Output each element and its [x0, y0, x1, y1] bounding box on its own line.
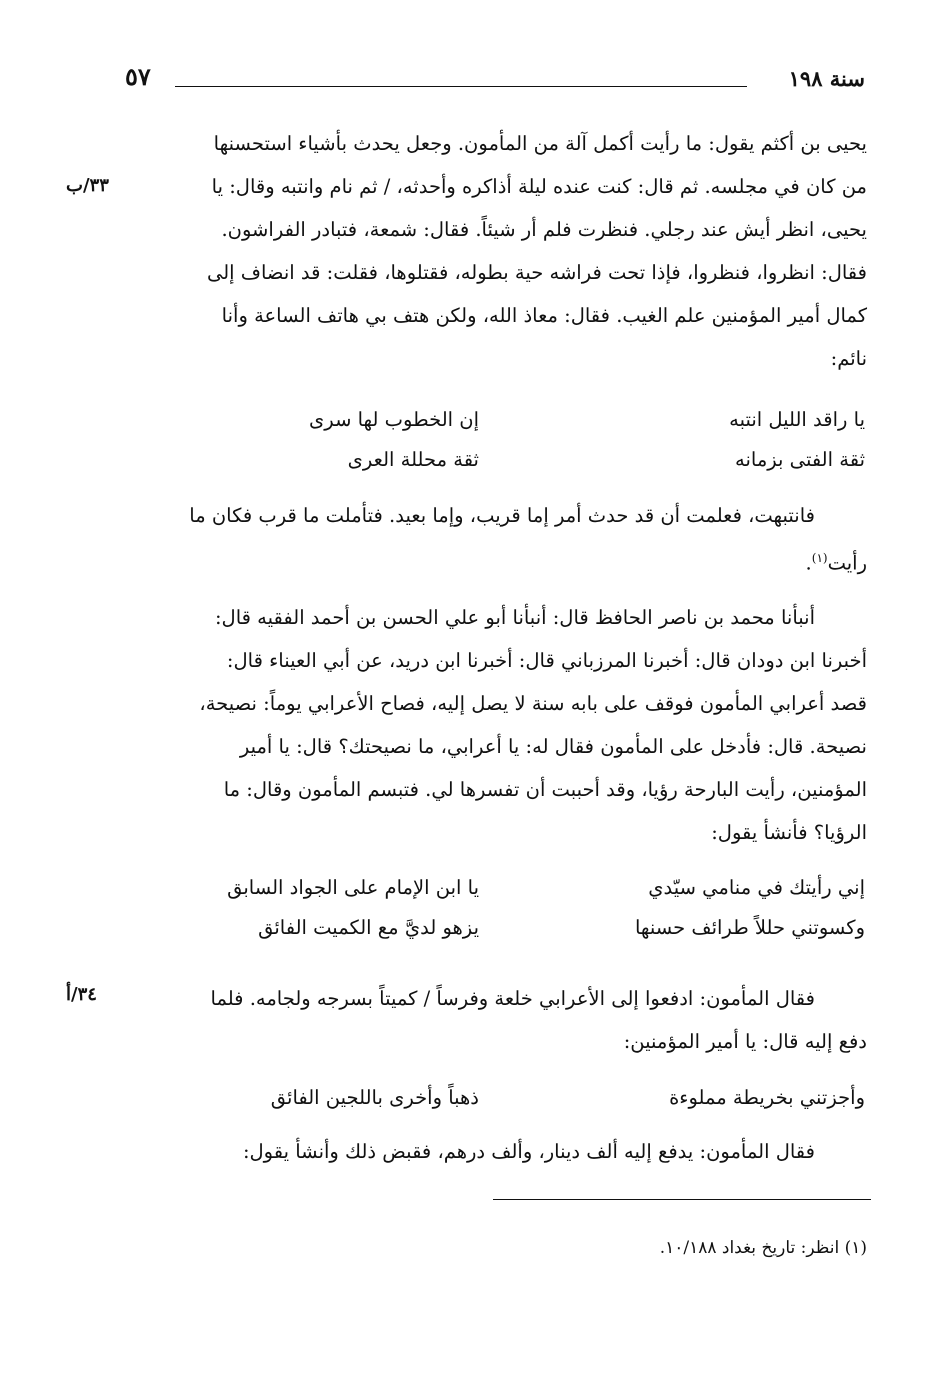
text-line: من كان في مجلسه. ثم قال: كنت عنده ليلة أذاكره وأحدثه، / ثم نام وانتبه وقال: يا: [211, 175, 867, 198]
paragraph-1: [77, 122, 867, 380]
text-line: دفع إليه قال: يا أمير المؤمنين:: [623, 1030, 867, 1053]
verse-first-hemistich: إني رأيتك في منامي سيّدي: [648, 876, 865, 899]
verse-block-3: [0, 1078, 947, 1118]
section-title: سنة ١٩٨: [788, 66, 865, 91]
text-line: فقال المأمون: ادفعوا إلى الأعرابي خلعة وفرساً / كميتاً بسرجه ولجامه. فلما: [210, 987, 815, 1010]
text-line: قصد أعرابي المأمون فوقف على بابه سنة لا يصل إليه، فصاح الأعرابي يوماً: نصيحة،: [199, 692, 867, 715]
text-line: الرؤيا؟ فأنشأ يقول:: [711, 821, 867, 844]
running-header: [125, 60, 865, 100]
text-line: [77, 537, 867, 585]
margin-folio-note: ٣٤/أ: [66, 984, 97, 1005]
paragraph-3: [77, 596, 867, 854]
verse-second-hemistich: يا ابن الإمام على الجواد السابق: [227, 876, 479, 899]
verse-line: [0, 1078, 947, 1118]
verse-first-hemistich: وكسوتني حللاً طرائف حسنها: [634, 916, 865, 939]
text-segment: .: [805, 551, 812, 575]
verse-second-hemistich: يزهو لديَّ مع الكميت الفائق: [258, 916, 479, 939]
paragraph-4: [77, 977, 867, 1063]
verse-block-2: [0, 868, 947, 948]
text-line: نائم:: [830, 347, 867, 370]
verse-second-hemistich: ثقة محللة العرى: [347, 448, 479, 471]
verse-first-hemistich: ثقة الفتى بزمانه: [735, 448, 865, 471]
verse-line: [0, 400, 947, 440]
header-rule: [175, 86, 747, 87]
text-line: يحيى، انظر أيش عند رجلي. فنظرت فلم أر شيئاً. فقال: شمعة، فتبادر الفراشون.: [221, 218, 867, 241]
text-line: فقال: انظروا، فنظروا، فإذا تحت فراشه حية بطوله، فقتلوها، فقلت: قد انضاف إلى: [206, 261, 867, 284]
paragraph-2: [77, 494, 867, 585]
page-number: ٥٧: [125, 62, 151, 91]
footnote: (١) انظر: تاريخ بغداد ١٠/١٨٨.: [659, 1238, 867, 1258]
text-segment: رأيت: [827, 551, 867, 575]
text-line: فانتبهت، فعلمت أن قد حدث أمر إما قريب، وإما بعيد. فتأملت ما قرب فكان ما: [189, 504, 815, 527]
text-line: كمال أمير المؤمنين علم الغيب. فقال: معاذ الله، ولكن هتف بي هاتف الساعة وأنا: [221, 304, 867, 327]
verse-line: [0, 908, 947, 948]
verse-first-hemistich: يا راقد الليل انتبه: [729, 408, 865, 431]
footnote-ref: (١): [811, 551, 828, 565]
footnote-separator: [493, 1199, 871, 1200]
paragraph-5: [77, 1130, 867, 1173]
text-line: المؤمنين، رأيت البارحة رؤيا، وقد أحببت أن تفسرها لي. فتبسم المأمون وقال: ما: [223, 778, 867, 801]
verse-block-1: [0, 400, 947, 480]
text-line: فقال المأمون: يدفع إليه ألف دينار، وألف درهم، فقبض ذلك وأنشأ يقول:: [242, 1140, 815, 1163]
text-line: أنبأنا محمد بن ناصر الحافظ قال: أنبأنا أبو علي الحسن بن أحمد الفقيه قال:: [214, 606, 815, 629]
verse-second-hemistich: إن الخطوب لها سرى: [309, 408, 479, 431]
text-line: أخبرنا ابن دودان قال: أخبرنا المرزباني قال: أخبرنا ابن دريد، عن أبي العيناء قال:: [226, 649, 867, 672]
verse-line: [0, 868, 947, 908]
text-line: نصيحة. قال: فأدخل على المأمون فقال له: يا أعرابي، ما نصيحتك؟ قال: يا أمير: [239, 735, 867, 758]
margin-folio-note: ٣٣/ب: [66, 175, 109, 196]
verse-second-hemistich: ذهباً وأخرى باللجين الفائق: [270, 1086, 479, 1109]
text-line: يحيى بن أكثم يقول: ما رأيت أكمل آلة من المأمون. وجعل يحدث بأشياء استحسنها: [213, 132, 867, 155]
verse-first-hemistich: وأجزتني بخريطة مملوءة: [669, 1086, 865, 1109]
verse-line: [0, 440, 947, 480]
